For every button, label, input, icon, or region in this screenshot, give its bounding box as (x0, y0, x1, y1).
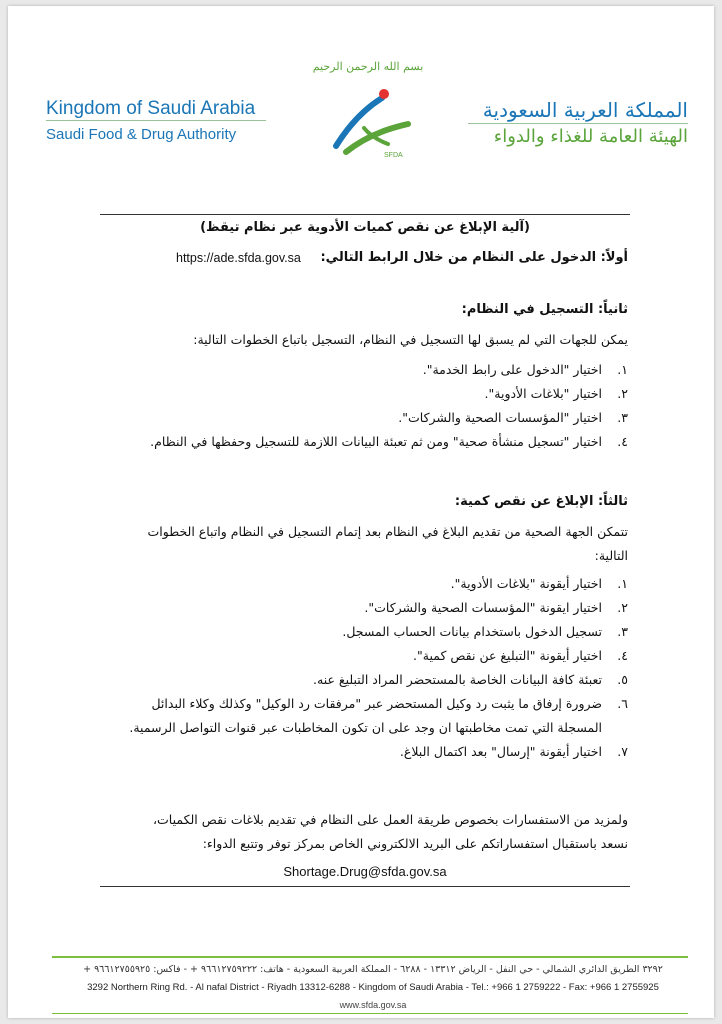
system-link[interactable]: https://ade.sfda.gov.sa (176, 251, 301, 265)
list-item: ٢.اختيار ايقونة "المؤسسات الصحية والشركات". (364, 600, 628, 615)
section-3-heading: ثالثاً: الإبلاغ عن نقص كمية: (454, 494, 628, 509)
header-en-kingdom: Kingdom of Saudi Arabia (46, 98, 256, 119)
list-item: المسجلة التي تمت مخاطبتها ان وجد على ان تكون المخاطبات عبر قنوات التواصل الرسمية. (129, 720, 602, 735)
list-item: ٢.اختيار "بلاغات الأدوية". (484, 386, 628, 401)
header-ar-authority: الهيئة العامة للغذاء والدواء (493, 126, 688, 147)
header-ar-kingdom: المملكة العربية السعودية (482, 98, 688, 122)
list-item: ٣.اختيار "المؤسسات الصحية والشركات". (398, 410, 628, 425)
list-item: ١.اختيار أيقونة "بلاغات الأدوية". (450, 576, 628, 591)
list-item: ٦.ضرورة إرفاق ما يثبت رد وكيل المستحضر عبر "مرفقات رد الوكيل" وكذلك وكلاء البدائل (151, 696, 628, 711)
header-en-divider (46, 120, 266, 121)
list-item: ٧.اختيار أيقونة "إرسال" بعد اكتمال البلاغ. (399, 744, 628, 759)
letter-page (8, 6, 714, 1018)
top-rule (100, 214, 630, 215)
section-2-steps (68, 358, 628, 454)
logo-caption: SFDA (384, 152, 403, 159)
contact-email-link[interactable]: Shortage.Drug@sfda.gov.sa (283, 864, 447, 879)
footer-address-arabic: ٣٢٩٢ الطريق الدائري الشمالي - حي النفل - الرياض ١٣٣١٢ - ٦٢٨٨ - المملكة العربية السعودية - هاتف: ٩٦٦١٢٧٥٩٢٢٢ + - فاكس: ٩٦٦١٢٧٥٥٩٢٥ + (83, 964, 663, 975)
footer-divider (52, 956, 688, 958)
list-item: ٣.تسجيل الدخول باستخدام بيانات الحساب المسجل. (342, 624, 628, 639)
section-1-label: أولاً: الدخول على النظام من خلال الرابط التالي: (320, 250, 628, 265)
footer-address-english: 3292 Northern Ring Rd. - Al nafal District - Riyadh 13312-6288 - Kingdom of Saudi Arabia - Tel.: +966 1 2759222 - Fax: +966 1 2755925 (87, 982, 659, 993)
list-item: ٤.اختيار "تسجيل منشأة صحية" ومن ثم تعبئة البيانات اللازمة للتسجيل وحفظها في النظام. (150, 434, 628, 449)
closing-paragraph: ولمزيد من الاستفسارات بخصوص طريقة العمل على النظام في تقديم بلاغات نقص الكميات، نسعد باستقبال استفساراتكم على البريد الالكتروني الخاص بمركز توفر وتتبع الدواء: (152, 812, 628, 851)
list-item: ١.اختيار "الدخول على رابط الخدمة". (422, 362, 628, 377)
footer-bottom-divider (52, 1013, 688, 1014)
section-3-steps (28, 572, 628, 764)
section-2-heading: ثانياً: التسجيل في النظام: (461, 302, 628, 317)
bismillah-calligraphy: بسم الله الرحمن الرحيم (312, 60, 424, 73)
list-item: ٥.تعبئة كافة البيانات الخاصة بالمستحضر المراد التبليغ عنه. (313, 672, 628, 687)
section-3-intro: تتمكن الجهة الصحية من تقديم البلاغ في النظام بعد إتمام التسجيل في النظام واتباع الخطوات التالية: (147, 524, 628, 563)
section-2-intro: يمكن للجهات التي لم يسبق لها التسجيل في النظام، التسجيل باتباع الخطوات التالية: (193, 332, 628, 347)
footer-website-link[interactable]: www.sfda.gov.sa (339, 1000, 407, 1010)
document-title: (آلية الإبلاغ عن نقص كميات الأدوية عبر نظام تيقظ) (200, 220, 530, 235)
header-en-authority: Saudi Food & Drug Authority (46, 126, 237, 143)
header-ar-divider (468, 123, 688, 124)
bottom-rule (100, 886, 630, 887)
list-item: ٤.اختيار أيقونة "التبليغ عن نقص كمية". (413, 648, 628, 663)
